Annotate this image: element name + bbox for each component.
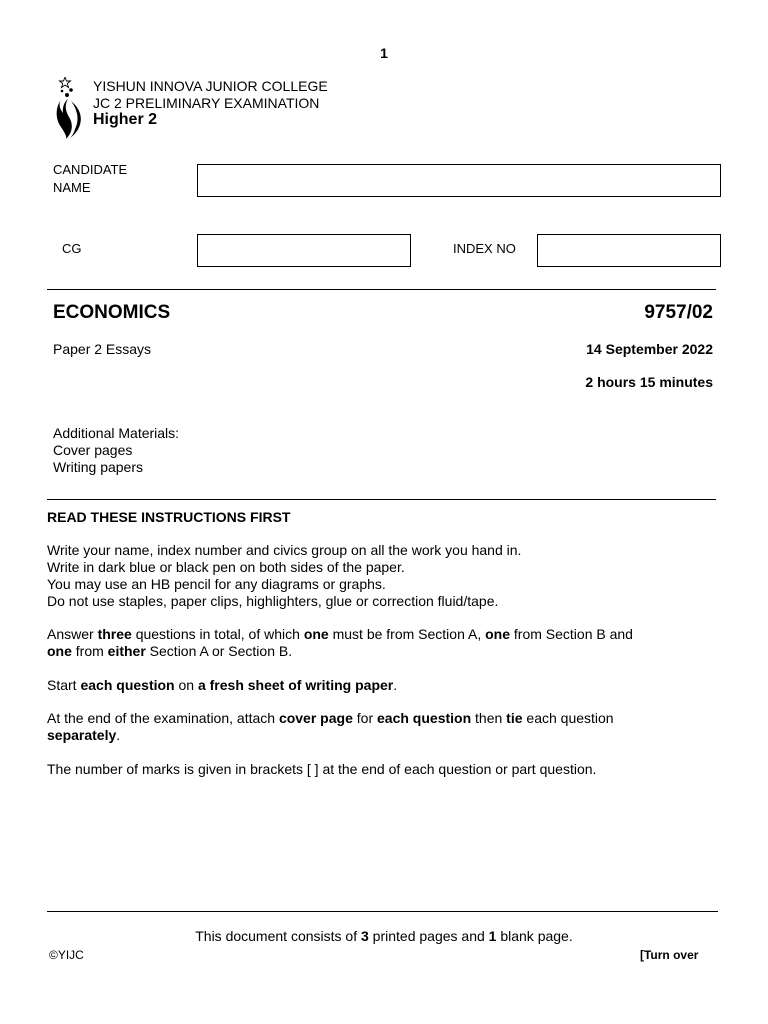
paper-name: Paper 2 Essays bbox=[53, 341, 152, 357]
additional-materials bbox=[53, 425, 179, 476]
materials-item: Writing papers bbox=[53, 459, 144, 475]
divider-middle bbox=[47, 499, 716, 500]
candidate-name-label bbox=[53, 161, 127, 197]
materials-heading: Additional Materials: bbox=[53, 425, 180, 441]
cg-label: CG bbox=[62, 241, 82, 256]
exam-date: 14 September 2022 bbox=[586, 341, 713, 357]
start-instruction: Start each question on a fresh sheet of writing paper. bbox=[47, 677, 398, 693]
answer-instruction bbox=[47, 626, 727, 660]
instruction-line: You may use an HB pencil for any diagrams or graphs. bbox=[47, 576, 386, 592]
school-name: YISHUN INNOVA JUNIOR COLLEGE bbox=[93, 78, 328, 94]
materials-item: Cover pages bbox=[53, 442, 133, 458]
attach-instruction-line2: separately. bbox=[47, 727, 121, 743]
paper-code: 9757/02 bbox=[644, 302, 713, 323]
divider-top bbox=[47, 289, 716, 290]
copyright: ©YIJC bbox=[49, 948, 84, 962]
index-no-label: INDEX NO bbox=[453, 241, 516, 256]
flame-star-logo-icon bbox=[54, 77, 84, 139]
turn-over: [Turn over bbox=[640, 948, 699, 962]
attach-instruction-line1: At the end of the examination, attach cover page for each question then tie each question bbox=[47, 710, 614, 726]
answer-instruction-line1: Answer three questions in total, of which one must be from Section A, one from Section B and bbox=[47, 626, 633, 642]
page-count-note: This document consists of 3 printed pages and 1 blank page. bbox=[195, 928, 573, 944]
subject-title: ECONOMICS bbox=[53, 302, 171, 323]
instruction-line: Do not use staples, paper clips, highlighters, glue or correction fluid/tape. bbox=[47, 593, 499, 609]
exam-duration: 2 hours 15 minutes bbox=[585, 374, 713, 390]
page-number: 1 bbox=[380, 45, 388, 61]
instructions-heading: READ THESE INSTRUCTIONS FIRST bbox=[47, 509, 291, 525]
cg-field[interactable] bbox=[197, 234, 411, 267]
candidate-name-label-line1: CANDIDATE bbox=[53, 162, 128, 177]
instruction-line: Write in dark blue or black pen on both sides of the paper. bbox=[47, 559, 405, 575]
answer-instruction-line2: one from either Section A or Section B. bbox=[47, 643, 293, 659]
marks-instruction: The number of marks is given in brackets [ ] at the end of each question or part question. bbox=[47, 761, 597, 777]
divider-bottom bbox=[47, 911, 718, 912]
candidate-name-field[interactable] bbox=[197, 164, 721, 197]
general-instructions bbox=[47, 542, 727, 610]
attach-instruction bbox=[47, 710, 727, 744]
candidate-name-label-line2: NAME bbox=[53, 180, 91, 195]
exam-level: Higher 2 bbox=[93, 111, 158, 128]
instruction-line: Write your name, index number and civics group on all the work you hand in. bbox=[47, 542, 522, 558]
exam-name: JC 2 PRELIMINARY EXAMINATION bbox=[93, 95, 320, 111]
index-no-field[interactable] bbox=[537, 234, 721, 267]
